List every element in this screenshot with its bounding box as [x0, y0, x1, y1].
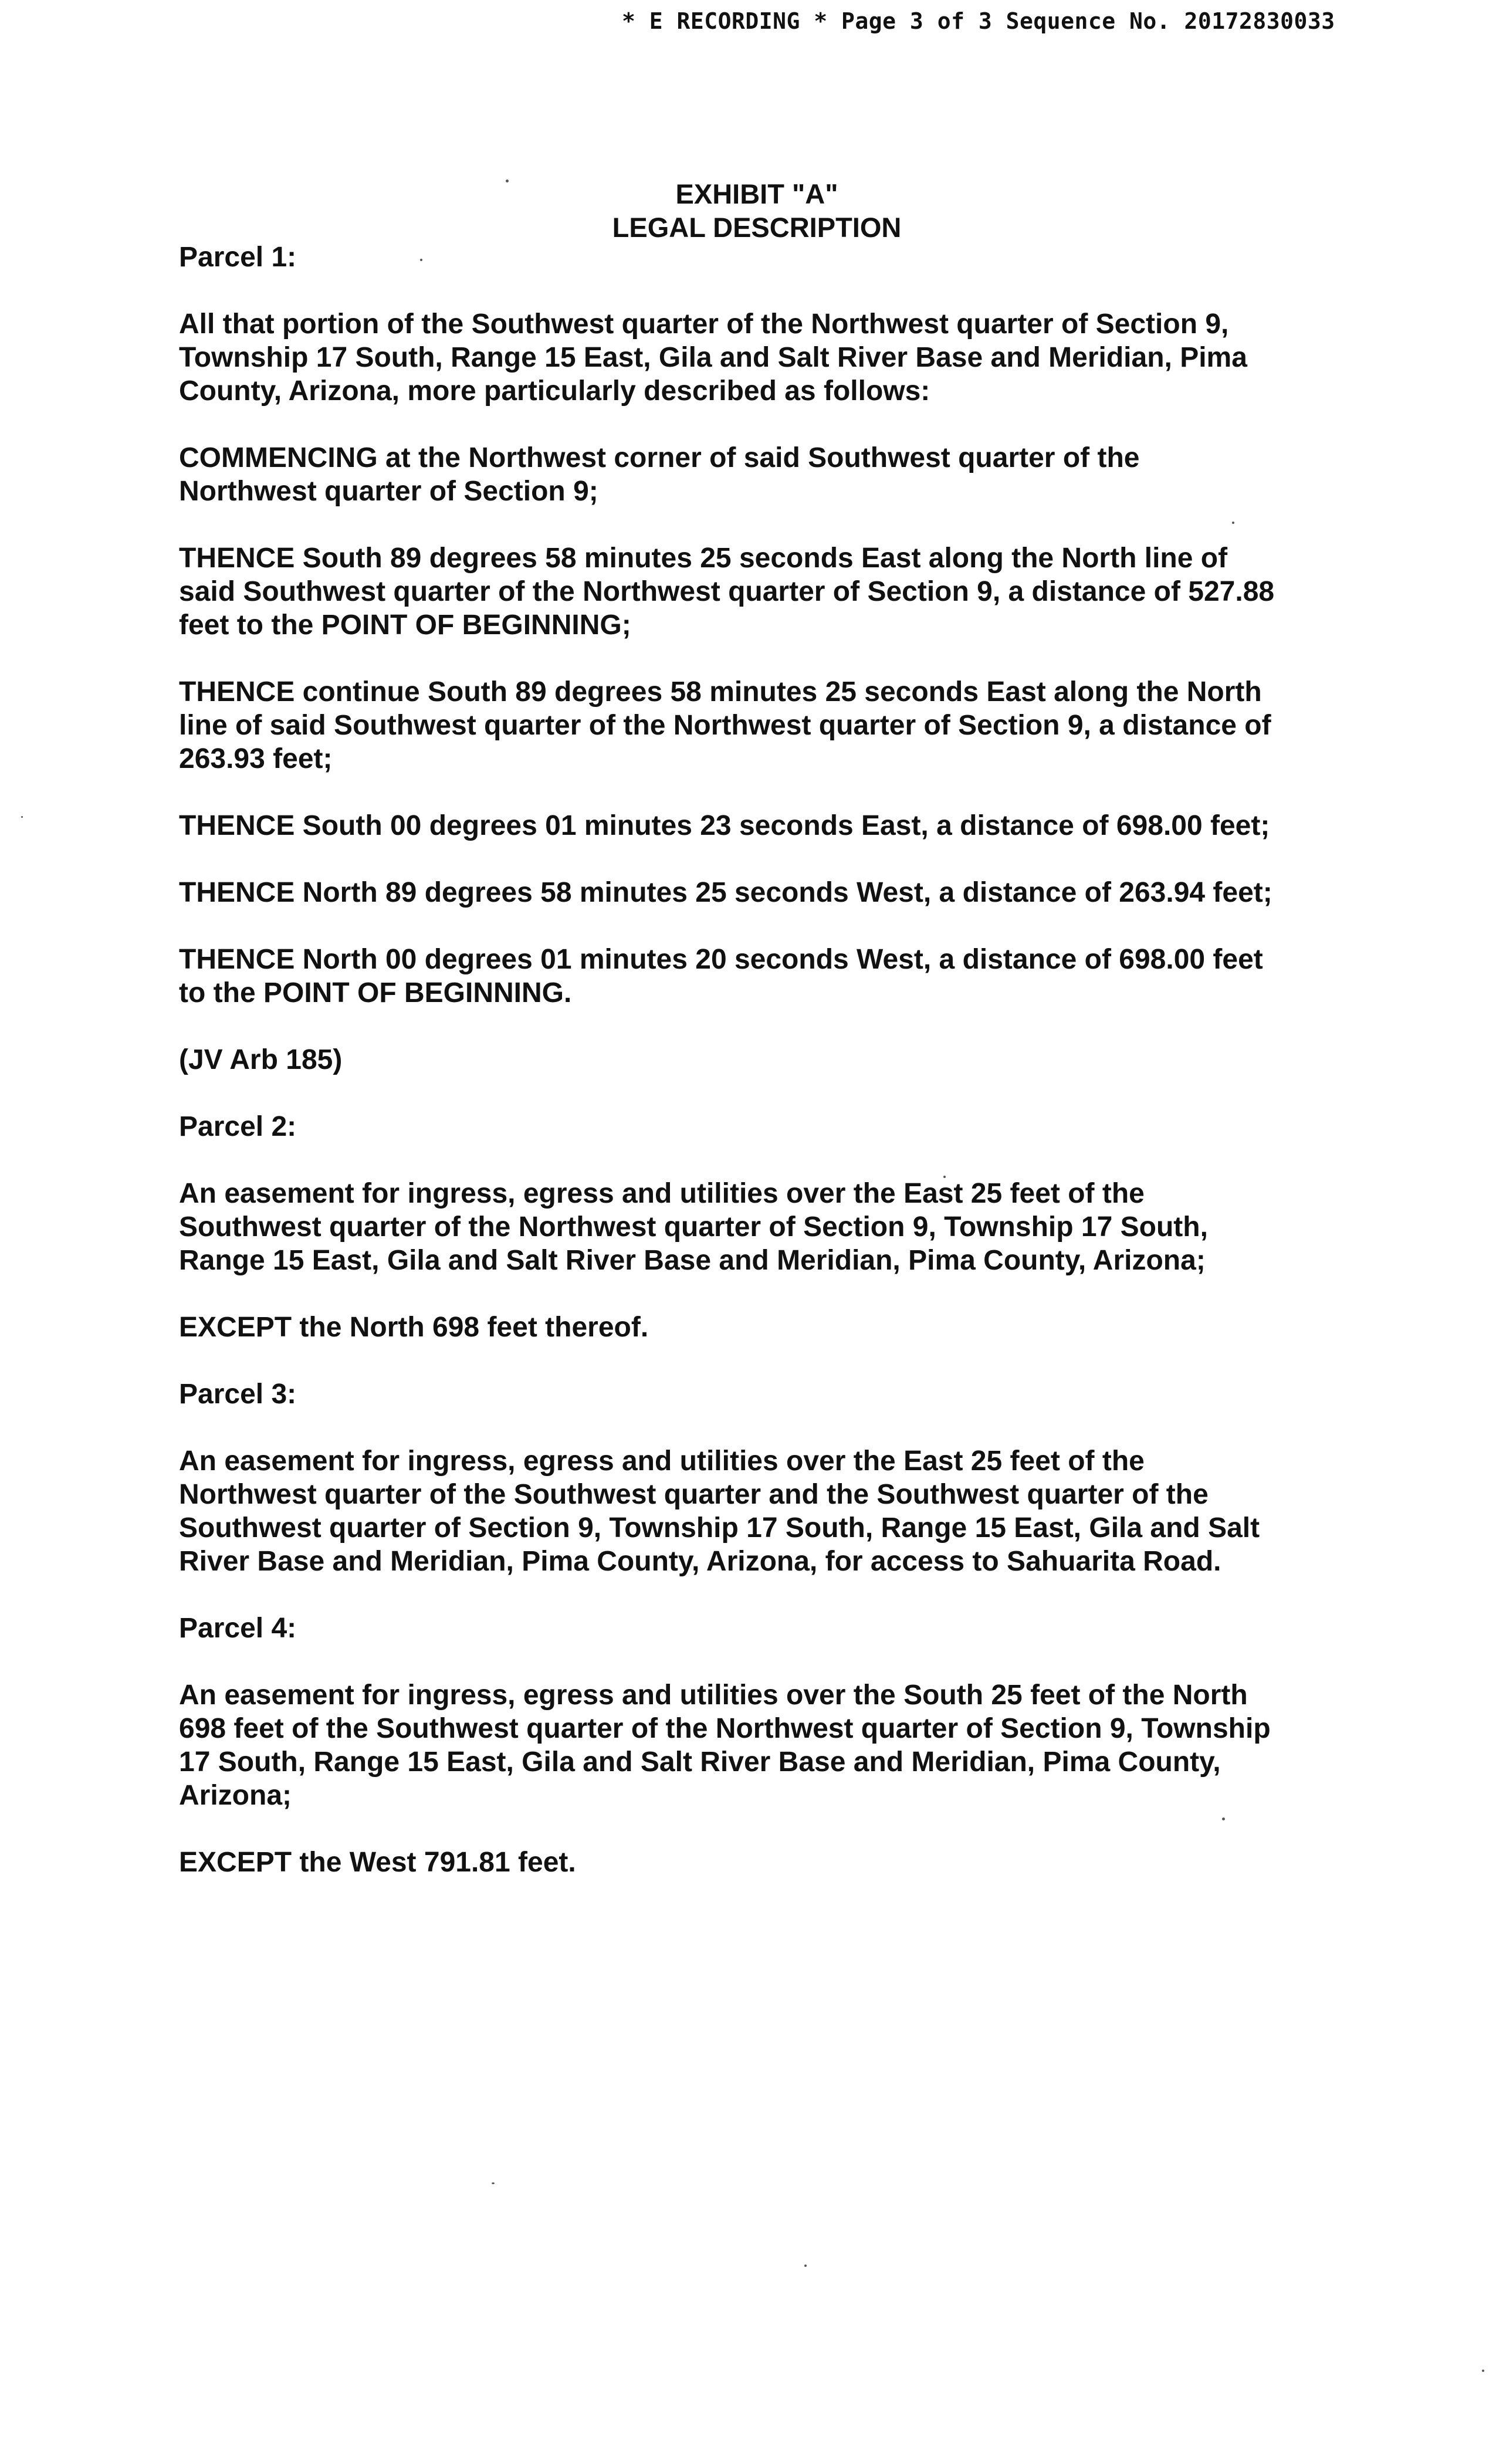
- text-line: THENCE North 89 degrees 58 minutes 25 seconds West, a distance of 263.94 feet;: [179, 877, 1272, 908]
- text-line: Southwest quarter of Section 9, Township 17 South, Range 15 East, Gila and Salt: [179, 1512, 1260, 1544]
- parcel-1-description: [179, 307, 1352, 408]
- scan-speck: [506, 180, 509, 182]
- text-line: line of said Southwest quarter of the Northwest quarter of Section 9, a distance of: [179, 710, 1271, 741]
- text-line: 17 South, Range 15 East, Gila and Salt River Base and Meridian, Pima County,: [179, 1747, 1221, 1778]
- text-line: River Base and Meridian, Pima County, Arizona, for access to Sahuarita Road.: [179, 1546, 1221, 1577]
- parcel-1-course-2: [179, 675, 1352, 776]
- parcel-4-exception: EXCEPT the West 791.81 feet.: [179, 1847, 576, 1878]
- scan-speck: [1232, 522, 1234, 524]
- exhibit-title: EXHIBIT "A": [675, 178, 838, 209]
- scan-speck: [21, 816, 23, 818]
- text-line: 263.93 feet;: [179, 743, 333, 774]
- scan-speck: [804, 2265, 807, 2267]
- text-line: feet to the POINT OF BEGINNING;: [179, 610, 631, 641]
- text-line: Southwest quarter of the Northwest quarter of Section 9, Township 17 South,: [179, 1211, 1208, 1243]
- parcel-2-exception: EXCEPT the North 698 feet thereof.: [179, 1312, 649, 1343]
- parcel-1-course-4: [179, 876, 1352, 909]
- parcel-1-course-1: [179, 541, 1352, 642]
- exhibit-subtitle: LEGAL DESCRIPTION: [612, 212, 902, 243]
- parcel-1-course-3: [179, 809, 1352, 842]
- text-line: THENCE South 89 degrees 58 minutes 25 seconds East along the North line of: [179, 543, 1228, 574]
- text-line: An easement for ingress, egress and utilities over the South 25 feet of the North: [179, 1680, 1248, 1711]
- parcel-3-description: [179, 1444, 1352, 1578]
- text-line: Northwest quarter of the Southwest quarter and the Southwest quarter of the: [179, 1479, 1209, 1510]
- parcel-4-description: [179, 1678, 1352, 1812]
- text-line: Northwest quarter of Section 9;: [179, 476, 598, 507]
- text-line: 698 feet of the Southwest quarter of the Northwest quarter of Section 9, Township: [179, 1713, 1271, 1744]
- scan-speck: [420, 259, 422, 261]
- parcel-1-course-5: [179, 943, 1352, 1010]
- parcel-2-heading: Parcel 2:: [179, 1111, 297, 1142]
- scan-speck: [943, 1176, 946, 1178]
- text-line: THENCE South 00 degrees 01 minutes 23 seconds East, a distance of 698.00 feet;: [179, 810, 1270, 841]
- parcel-1-reference: (JV Arb 185): [179, 1044, 343, 1075]
- text-line: All that portion of the Southwest quarter of the Northwest quarter of Section 9,: [179, 309, 1229, 340]
- text-line: An easement for ingress, egress and utilities over the East 25 feet of the: [179, 1446, 1145, 1477]
- scan-speck: [492, 2182, 495, 2184]
- recording-header: * E RECORDING * Page 3 of 3 Sequence No. 20172830033: [622, 8, 1335, 34]
- parcel-3-heading: Parcel 3:: [179, 1379, 297, 1410]
- scan-speck: [1222, 1817, 1225, 1820]
- parcel-1-heading: Parcel 1:: [179, 242, 297, 273]
- text-line: THENCE continue South 89 degrees 58 minutes 25 seconds East along the North: [179, 676, 1262, 708]
- text-line: County, Arizona, more particularly described as follows:: [179, 375, 930, 407]
- text-line: Arizona;: [179, 1780, 292, 1811]
- text-line: THENCE North 00 degrees 01 minutes 20 seconds West, a distance of 698.00 feet: [179, 944, 1263, 975]
- text-line: Township 17 South, Range 15 East, Gila and Salt River Base and Meridian, Pima: [179, 342, 1247, 373]
- text-line: to the POINT OF BEGINNING.: [179, 977, 572, 1008]
- text-line: Range 15 East, Gila and Salt River Base and Meridian, Pima County, Arizona;: [179, 1245, 1206, 1276]
- text-line: An easement for ingress, egress and utilities over the East 25 feet of the: [179, 1178, 1145, 1209]
- scan-speck: [1482, 2370, 1484, 2372]
- text-line: said Southwest quarter of the Northwest quarter of Section 9, a distance of 527.88: [179, 576, 1275, 607]
- parcel-2-description: [179, 1177, 1352, 1277]
- legal-description-body: [179, 241, 1352, 1879]
- text-line: COMMENCING at the Northwest corner of said Southwest quarter of the: [179, 442, 1140, 473]
- parcel-1-commencing: [179, 441, 1352, 508]
- parcel-4-heading: Parcel 4:: [179, 1613, 297, 1644]
- exhibit-title-block: [0, 177, 1496, 244]
